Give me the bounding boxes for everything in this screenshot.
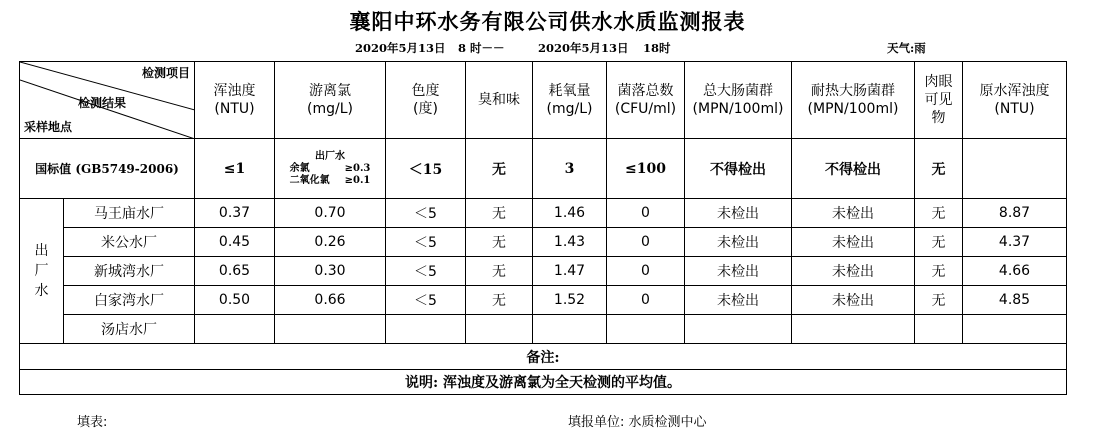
col-header-oxygen: 耗氧量 (mg/L) bbox=[533, 62, 607, 139]
cell: 4.37 bbox=[963, 228, 1067, 257]
cell bbox=[915, 315, 963, 344]
cell bbox=[466, 315, 533, 344]
cell: 0.70 bbox=[275, 199, 386, 228]
weather bbox=[887, 40, 926, 56]
cell: 1.52 bbox=[533, 286, 607, 315]
note-text: 说明: 浑浊度及游离氯为全天检测的平均值。 bbox=[20, 370, 1067, 395]
cell: 0.65 bbox=[195, 257, 275, 286]
cell: 0 bbox=[607, 286, 685, 315]
cell: 0 bbox=[607, 199, 685, 228]
water-quality-table bbox=[19, 61, 1067, 395]
standard-row bbox=[20, 139, 1067, 199]
weather-value: 雨 bbox=[914, 41, 926, 55]
cell: 0 bbox=[607, 228, 685, 257]
chlorine-title: 出厂水 bbox=[315, 150, 345, 162]
date-from: 2020年5月13日 bbox=[355, 41, 446, 55]
cell: 未检出 bbox=[792, 257, 915, 286]
standard-coliform: 不得检出 bbox=[685, 139, 792, 199]
cell: 0.37 bbox=[195, 199, 275, 228]
plant-name: 白家湾水厂 bbox=[64, 286, 195, 315]
standard-raw-turbidity bbox=[963, 139, 1067, 199]
cell: 1.47 bbox=[533, 257, 607, 286]
standard-color: ＜15 bbox=[386, 139, 466, 199]
plant-name: 米公水厂 bbox=[64, 228, 195, 257]
cell: 未检出 bbox=[685, 257, 792, 286]
standard-free-chlorine bbox=[275, 139, 386, 199]
corner-cell bbox=[20, 62, 195, 139]
cell: 无 bbox=[915, 286, 963, 315]
remarks-row bbox=[20, 344, 1067, 370]
col-header-free-chlorine: 游离氯 (mg/L) bbox=[275, 62, 386, 139]
time-to: 18时 bbox=[643, 41, 671, 55]
standard-visible: 无 bbox=[915, 139, 963, 199]
cell: 未检出 bbox=[792, 199, 915, 228]
col-header-raw-turbidity: 原水浑浊度 (NTU) bbox=[963, 62, 1067, 139]
table-row bbox=[20, 315, 1067, 344]
col-header-odor: 臭和味 bbox=[466, 62, 533, 139]
date-to: 2020年5月13日 bbox=[538, 41, 629, 55]
table-row bbox=[20, 257, 1067, 286]
dioxide-label: 二氧化氯 bbox=[289, 174, 330, 186]
plant-name: 新城湾水厂 bbox=[64, 257, 195, 286]
cell: 0.26 bbox=[275, 228, 386, 257]
reporting-unit: 填报单位: 水质检测中心 bbox=[568, 415, 707, 430]
col-header-coliform: 总大肠菌群 (MPN/100ml) bbox=[685, 62, 792, 139]
dioxide-value: ≥0.1 bbox=[344, 174, 371, 186]
filler-label: 填表: bbox=[77, 415, 108, 430]
cell bbox=[607, 315, 685, 344]
standard-label: 国标值 (GB5749-2006) bbox=[20, 139, 195, 199]
standard-odor: 无 bbox=[466, 139, 533, 199]
note-row bbox=[20, 370, 1067, 395]
cell: 未检出 bbox=[792, 228, 915, 257]
cell: 4.85 bbox=[963, 286, 1067, 315]
report-title: 襄阳中环水务有限公司供水水质监测报表 bbox=[349, 9, 746, 34]
cell: ＜5 bbox=[386, 228, 466, 257]
col-header-turbidity: 浑浊度 (NTU) bbox=[195, 62, 275, 139]
col-header-color: 色度 (度) bbox=[386, 62, 466, 139]
cell: 1.46 bbox=[533, 199, 607, 228]
cell: 无 bbox=[466, 228, 533, 257]
cell: 无 bbox=[466, 286, 533, 315]
cell: 0 bbox=[607, 257, 685, 286]
standard-turbidity: ≤1 bbox=[195, 139, 275, 199]
standard-oxygen: 3 bbox=[533, 139, 607, 199]
standard-colony: ≤100 bbox=[607, 139, 685, 199]
corner-result-label: 检测结果 bbox=[78, 96, 127, 110]
cell bbox=[195, 315, 275, 344]
cell: 4.66 bbox=[963, 257, 1067, 286]
table-row bbox=[20, 286, 1067, 315]
header-row bbox=[20, 62, 1067, 139]
cell bbox=[792, 315, 915, 344]
chlorine-standard bbox=[290, 151, 371, 187]
cell: ＜5 bbox=[386, 257, 466, 286]
cell: 无 bbox=[915, 257, 963, 286]
weather-label: 天气: bbox=[887, 41, 915, 55]
residual-value: ≥0.3 bbox=[344, 162, 371, 174]
cell: 无 bbox=[466, 199, 533, 228]
cell: 0.66 bbox=[275, 286, 386, 315]
cell bbox=[963, 315, 1067, 344]
cell: 未检出 bbox=[685, 286, 792, 315]
outlet-water-group-label: 出 厂 水 bbox=[20, 199, 64, 344]
cell: ＜5 bbox=[386, 286, 466, 315]
table-row bbox=[20, 199, 1067, 228]
standard-thermo-coliform: 不得检出 bbox=[792, 139, 915, 199]
cell: 1.43 bbox=[533, 228, 607, 257]
cell bbox=[275, 315, 386, 344]
cell: 无 bbox=[915, 228, 963, 257]
col-header-visible: 肉眼 可见 物 bbox=[915, 62, 963, 139]
cell: 未检出 bbox=[685, 199, 792, 228]
cell bbox=[685, 315, 792, 344]
corner-site-label: 采样地点 bbox=[24, 120, 73, 134]
cell: 未检出 bbox=[792, 286, 915, 315]
plant-name: 马王庙水厂 bbox=[64, 199, 195, 228]
cell: 8.87 bbox=[963, 199, 1067, 228]
col-header-thermo-coliform: 耐热大肠菌群 (MPN/100ml) bbox=[792, 62, 915, 139]
plant-name: 汤店水厂 bbox=[64, 315, 195, 344]
table-row bbox=[20, 228, 1067, 257]
corner-item-label: 检测项目 bbox=[141, 66, 190, 80]
cell: 0.30 bbox=[275, 257, 386, 286]
cell: 未检出 bbox=[685, 228, 792, 257]
col-header-colony: 菌落总数 (CFU/ml) bbox=[607, 62, 685, 139]
cell: 0.50 bbox=[195, 286, 275, 315]
cell: ＜5 bbox=[386, 199, 466, 228]
cell: 0.45 bbox=[195, 228, 275, 257]
cell: 无 bbox=[915, 199, 963, 228]
cell bbox=[386, 315, 466, 344]
remarks-label: 备注: bbox=[20, 344, 1067, 370]
time-from: 8 时－－ bbox=[458, 41, 505, 55]
cell: 无 bbox=[466, 257, 533, 286]
cell bbox=[533, 315, 607, 344]
residual-label: 余氯 bbox=[289, 162, 310, 174]
